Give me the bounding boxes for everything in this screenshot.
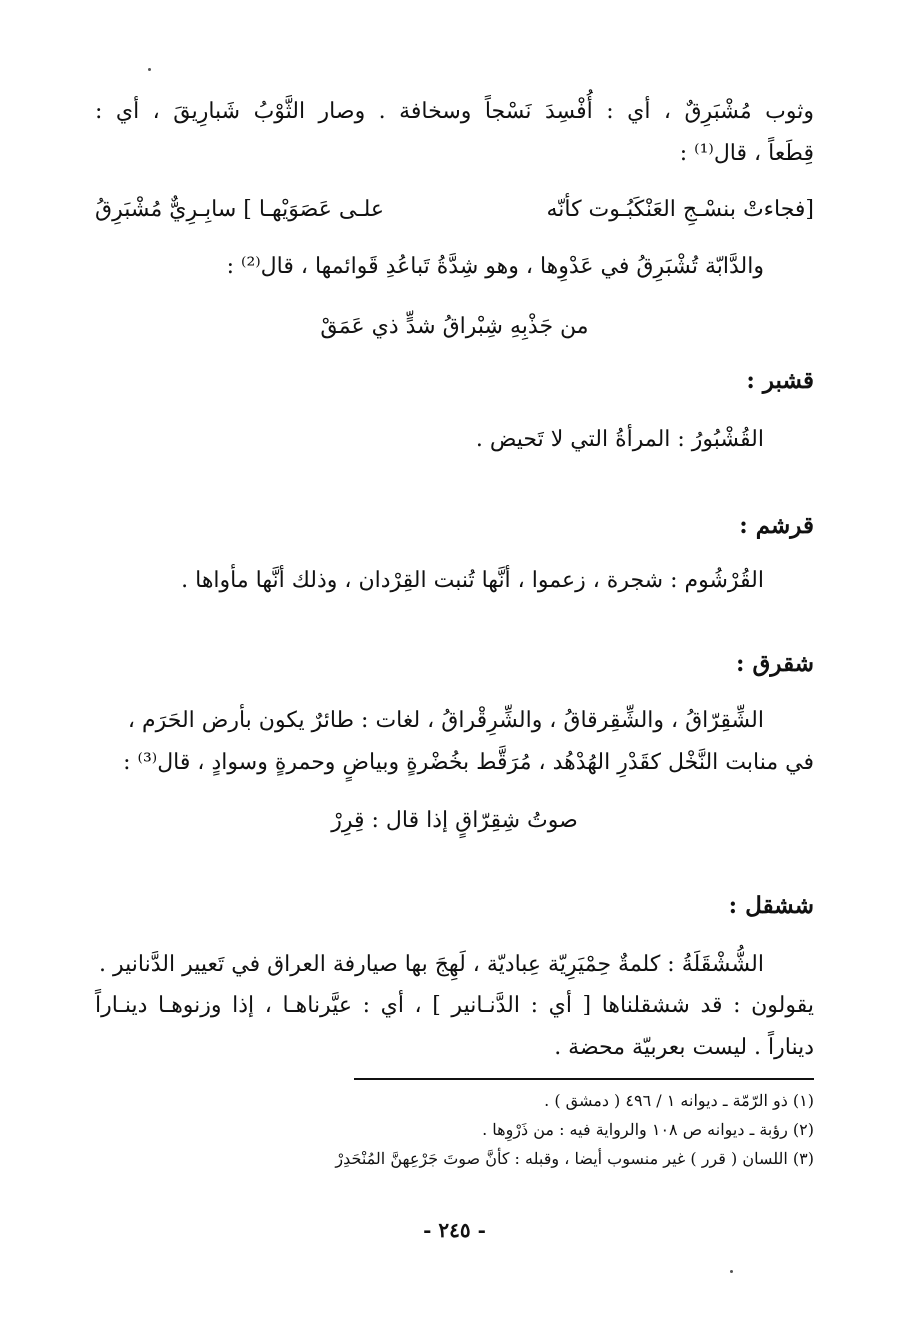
entry-text-shashqal-2: يقولون : قد ششقلناها [ أي : الدَّنـانير ] ، أي : عيَّرناهـا ، إذا وزنوهـا دينـاراً: [95, 993, 814, 1018]
text-line-dabba: والدَّابّة تُشْبَرِقُ في عَدْوِها ، وهو شِدَّةُ تَباعُدِ قَوائمها ، قال⁽²⁾ :: [226, 254, 764, 279]
text-line-2: قِطَعاً ، قال⁽¹⁾ :: [679, 141, 814, 166]
footnote-1: (١) ذو الرّمّة ـ ديوانه ١ / ٤٩٦ ( دمشق ) .: [544, 1091, 814, 1110]
footnote-2: (٢) رؤبة ـ ديوانه ص ١٠٨ والرواية فيه : من ذَرْوِها .: [482, 1120, 814, 1139]
entry-heading-shaqraq: شقرق :: [736, 650, 814, 677]
entry-text-shashqal-1: الشُّشْقَلَةُ : كلمةٌ حِمْيَرِيّة عِباديّة ، لَهِجَ بها صيارفة العراق في تَعيير الدَّنانير .: [99, 952, 764, 977]
verse-1-second-hemistich: علـى عَصَوَيْهـا ] سابِـرِيٌّ مُشْبَرِقُ: [95, 197, 385, 222]
verse-2: من جَذْبِهِ شِبْراقُ شدٍّ ذي عَمَقْ: [320, 314, 589, 339]
verse-1-first-hemistich: [فجاءتْ بنسْـجِ العَنْكَبُـوت كأنّه: [546, 197, 814, 222]
entry-text-qashbar: القُشْبُورُ : المرأةُ التي لا تَحيض .: [475, 427, 764, 452]
entry-text-shaqraq-2: في منابت النَّخْل كقَدْرِ الهُدْهُد ، مُرَقَّط بخُضْرةٍ وبياضٍ وحمرةٍ وسوادٍ ، قال⁽³⁾ :: [123, 750, 814, 775]
entry-heading-qarsham: قرشم :: [739, 512, 814, 539]
entry-text-shaqraq-1: الشِّقِرّاقُ ، والشِّقِرقاقُ ، والشِّرِقْراقُ ، لغات : طائرٌ يكون بأرض الحَرَم ،: [127, 708, 764, 733]
entry-text-shashqal-3: ديناراً . ليست بعربيّة محضة .: [554, 1035, 814, 1060]
text-line-1: وثوب مُشْبَرِقٌ ، أي : أُفْسِدَ نَسْجاً وسخافة . وصار الثَّوْبُ شَبارِيقَ ، أي :: [95, 99, 814, 124]
footnote-separator: [354, 1078, 814, 1080]
scan-speck: [148, 68, 151, 71]
verse-3: صوتُ شِقِرّاقٍ إذا قال : قِرِرْ: [331, 808, 578, 833]
entry-text-qarsham: القُرْشُوم : شجرة ، زعموا ، أنَّها تُنبت القِرْدان ، وذلك أنَّها مأواها .: [181, 568, 764, 593]
scan-speck: [730, 1270, 733, 1273]
entry-heading-qashbar: قشبر :: [746, 367, 814, 394]
footnote-3: (٣) اللسان ( قرر ) غير منسوب أيضا ، وقبله : كأنَّ صوتَ جَرْعِهنَّ المُنْحَدِرْ: [335, 1149, 814, 1168]
document-page: [95, 0, 814, 1341]
page-number: - ٢٤٥ -: [423, 1218, 486, 1242]
entry-heading-shashqal: ششقل :: [728, 892, 814, 919]
